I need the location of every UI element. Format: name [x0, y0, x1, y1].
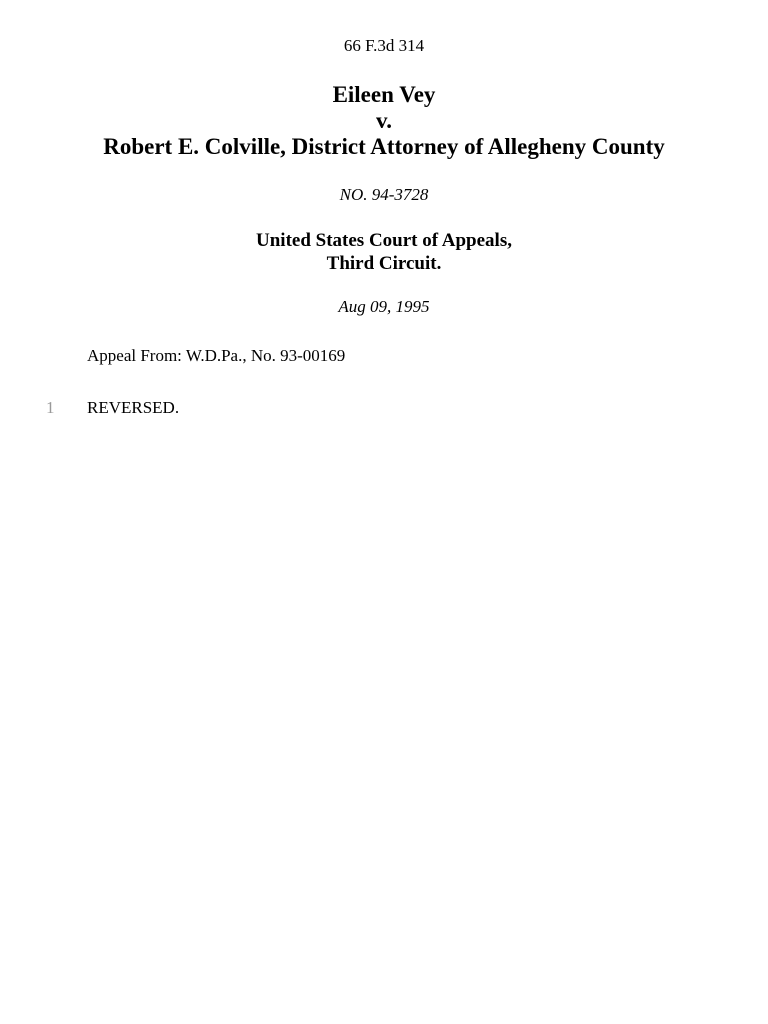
plaintiff-name: Eileen Vey: [332, 82, 436, 107]
court-name: [0, 229, 768, 275]
court-name-line-1: United States Court of Appeals,: [256, 230, 512, 251]
court-name-line-2: Third Circuit.: [326, 253, 442, 274]
decision-date: Aug 09, 1995: [338, 297, 430, 316]
paragraph-number: 1: [46, 398, 55, 417]
case-citation: 66 F.3d 314: [343, 36, 425, 55]
appeal-from: Appeal From: W.D.Pa., No. 93-00169: [87, 346, 346, 365]
defendant-name: Robert E. Colville, District Attorney of Allegheny County: [103, 134, 665, 159]
case-parties: [0, 82, 768, 160]
paragraph-text: REVERSED.: [87, 398, 180, 417]
docket-number: NO. 94-3728: [339, 185, 429, 204]
versus-label: v.: [376, 108, 392, 133]
